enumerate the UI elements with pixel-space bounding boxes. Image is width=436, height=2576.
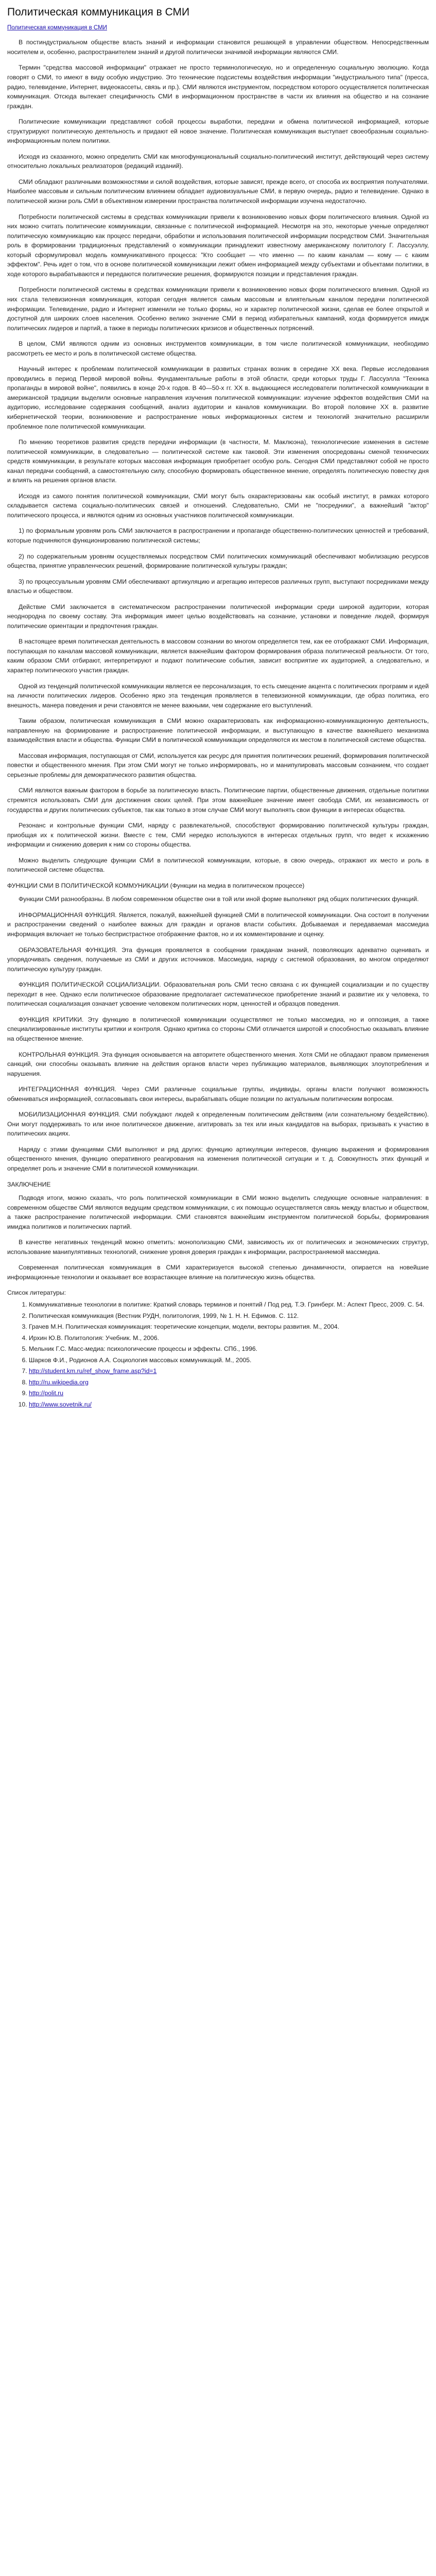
page-title: Политическая коммуникация в СМИ	[7, 6, 190, 18]
article-paragraph: ФУНКЦИЯ КРИТИКИ. Эту функцию в политической коммуникации осуществляют не только массмедиа, но и оппозиция, а также специализированные институты критики и контроля. Однако критика со стороны СМИ отличается широтой и способностью оказывать влияние на общественное мнение.	[7, 1015, 429, 1042]
reference-item: 6. Шарков Ф.И., Родионов А.А. Социология массовых коммуникаций. М., 2005.	[29, 1355, 429, 1365]
article-paragraph: Можно выделить следующие функции СМИ в политической коммуникации, которые, в свою очередь, отражают их место и роль в политической системе общества.	[7, 856, 429, 874]
article-paragraph: В качестве негативных тенденций можно отметить: монополизацию СМИ, зависимость их от политических и экономических структур, использование манипулятивных технологий, снижение уровня доверия граждан к информации, распространяемой массмедиа.	[7, 1239, 429, 1256]
reference-item	[29, 1388, 429, 1398]
article-paragraph: 3) по процессуальным уровням СМИ обеспечивают артикуляцию и агрегацию интересов различных групп, выступают посредниками между властью и обществом.	[7, 578, 429, 595]
reference-item: 3. Грачев М.Н. Политическая коммуникация: теоретические концепции, модели, векторы развития. М., 2004.	[29, 1322, 429, 1332]
article-paragraph: 1) по формальным уровням роль СМИ заключается в распространении и пропаганде общественно-политических ценностей и требований, которые подчиняются функционированию политической системы;	[7, 527, 429, 544]
article-paragraph: МОБИЛИЗАЦИОННАЯ ФУНКЦИЯ. СМИ побуждают людей к определенным политическим действиям (или сознательному бездействию). Они могут поддерживать то или иное политическое движение, агитировать за тех или иных кандидатов на выборах, призывать к участию в политических акциях.	[7, 1111, 429, 1138]
reference-item: 5. Мельник Г.С. Масс-медиа: психологические процессы и эффекты. СПб., 1996.	[29, 1344, 429, 1354]
article-paragraph: Потребности политической системы в средствах коммуникации привели к возникновению новых форм политического влияния. Одной из них стала телевизионная коммуникация, которая сегодня является самым массовым и влиятельным каналом передачи политической информации. Телевидение, радио и Интернет изменили не только формы, но и характер политической жизни, сделав ее более открытой и доступной для широких слоев населения. Особенно велико значение СМИ в период избирательных кампаний, когда формируется имидж политических лидеров и партий, а также в периоды политических кризисов и общественных потрясений.	[7, 286, 429, 332]
article-paragraph: Исходя из сказанного, можно определить СМИ как многофункциональный социально-политический институт, действующий через систему относительно локальных реализаторов (редакций изданий).	[7, 152, 429, 170]
section-heading: ФУНКЦИИ СМИ В ПОЛИТИЧЕСКОЙ КОММУНИКАЦИИ (Функции на медиа в политическом процессе)	[7, 882, 305, 889]
references-title: Список литературы:	[7, 1289, 66, 1297]
reference-item	[29, 1366, 429, 1376]
article-paragraph: Одной из тенденций политической коммуникации является ее персонализация, то есть смещение акцента с политических программ и идей на личности политических лидеров. Особенно ярко эта тенденция проявляется в телевизионной коммуникации, где образ политика, его внешность, манера поведения и речи становятся не менее важными, чем содержание его выступлений.	[7, 682, 429, 709]
reference-link[interactable]: http://student.km.ru/ref_show_frame.asp?id=1	[29, 1367, 157, 1375]
article-paragraph: Подводя итоги, можно сказать, что роль политической коммуникации в СМИ можно выделить следующие основные направления: в современном обществе СМИ являются ведущим средством коммуникации, с их помощью осуществляется связь между властью и обществом, а также распространение политической информации. СМИ становятся важнейшим инструментом политической борьбы, формирования имиджа политиков и политических партий.	[7, 1194, 429, 1230]
reference-item: 4. Ирхин Ю.В. Политология: Учебник. М., 2006.	[29, 1333, 429, 1343]
article-paragraph: Резонанс и контрольные функции СМИ, наряду с развлекательной, способствуют формированию политической культуры граждан, приобщая их к политической жизни. Вместе с тем, СМИ нередко используются в интересах отдельных групп, что ведет к искажению информации и снижению доверия к ним со стороны общества.	[7, 822, 429, 849]
article-paragraph: По мнению теоретиков развития средств передачи информации (в частности, М. Маклюэна), технологические изменения в системе политической коммуникации, в следовательно — политической системе как таковой. Эти изменения опосредованы сменой технических средств коммуникации, в результате которых массовая информация приобретает особую роль. Сегодня СМИ представляют собой не просто канал передачи сообщений, а самостоятельную силу, способную формировать общественное мнение, определять политическую повестку дня и влиять на решения органов власти.	[7, 438, 429, 484]
article-body	[7, 38, 429, 1282]
reference-link[interactable]: http://www.sovetnik.ru/	[29, 1400, 92, 1408]
references-list	[7, 1300, 429, 1409]
breadcrumb-link[interactable]: Политическая коммуникация в СМИ	[7, 24, 107, 31]
article-paragraph: Потребности политической системы в средствах коммуникации привели к возникновению новых форм политического влияния. Одной из них можно считать политические коммуникации, связанные с политической информацией. Несмотря на это, некоторые ученые определяют политическую коммуникацию как процесс передачи, обработки и использования политической информации посредством СМИ. Значительная роль в формировании традиционных представлений о коммуникации принадлежит известному американскому политологу Г. Лассуэллу, который сформулировал модель коммуникативного процесса: "Кто сообщает — что именно — по каким каналам — кому — с каким эффектом". Речь идет о том, что в основе политической коммуникации лежит обмен информацией между субъектами и объектами политики, в ходе которого вырабатываются и передаются политические решения, формируются позиции и представления граждан.	[7, 213, 429, 278]
article-paragraph: В постиндустриальном обществе власть знаний и информации становится решающей в управлении обществом. Непосредственным носителем и, особенно, распространителем знаний и другой политически значимой информации являются СМИ.	[7, 39, 429, 56]
article-paragraph: Наряду с этими функциями СМИ выполняют и ряд других: функцию артикуляции интересов, функцию выражения и формирования общественного мнения, функцию оперативного реагирования на изменения политической ситуации и т. д. Совокупность этих функций и определяет роль и значение СМИ в политической коммуникации.	[7, 1145, 429, 1172]
article-paragraph: Функции СМИ разнообразны. В любом современном обществе они в той или иной форме выполняют ряд общих политических функций.	[19, 895, 419, 903]
reference-item: 2. Политическая коммуникация (Вестник РУДН, политология, 1999, № 1. Н. Н. Ефимов. С. 112.	[29, 1311, 429, 1321]
reference-item	[29, 1400, 429, 1410]
article-paragraph: ИНФОРМАЦИОННАЯ ФУНКЦИЯ. Является, пожалуй, важнейшей функцией СМИ в политической коммуникации. Она состоит в получении и распространении сведений о наиболее важных для граждан и органов власти событиях. Добываемая и передаваемая массмедиа информация включает не только беспристрастное отображение фактов, но и их комментирование и оценку.	[7, 911, 429, 938]
reference-link[interactable]: http://polit.ru	[29, 1389, 64, 1397]
article-paragraph: СМИ являются важным фактором в борьбе за политическую власть. Политические партии, общественные движения, отдельные политики стремятся использовать СМИ для достижения своих целей. При этом важнейшее значение имеет свобода СМИ, их независимость от государства и других политических субъектов, так как только в этом случае СМИ могут выполнять свои функции в интересах общества.	[7, 787, 429, 814]
article-paragraph: ИНТЕГРАЦИОННАЯ ФУНКЦИЯ. Через СМИ различные социальные группы, индивиды, органы власти получают возможность обмениваться информацией, согласовывать свои интересы, вырабатывать общие позиции по актуальным политическим вопросам.	[7, 1086, 429, 1103]
article-paragraph: В настоящее время политическая деятельность в массовом сознании во многом определяется тем, как ее отображают СМИ. Информация, поступающая по каналам массовой коммуникации, является важнейшим фактором формирования образа политической реальности. От того, каким образом СМИ отбирают, интерпретируют и подают политические события, зависит восприятие их аудиторией, а следовательно, и характер политического участия граждан.	[7, 638, 429, 674]
article-paragraph: В целом, СМИ являются одним из основных инструментов коммуникации, в том числе политической коммуникации, необходимо рассмотреть ее место и роль в политической системе общества.	[7, 340, 429, 357]
article-paragraph: Термин "средства массовой информации" отражает не просто терминологическую, но и определенную социальную эволюцию. Когда говорят о СМИ, то имеют в виду особую индустрию. Это технические подсистемы воздействия информации "индустриального типа" (пресса, радио, телевидение, Интернет, видеокассеты, связь и пр.). СМИ являются инструментом, посредством которого осуществляется политическая коммуникация. Отсюда вытекает специфичность СМИ в информационном пространстве в части их влияния на общество и на сознание граждан.	[7, 64, 429, 110]
article-paragraph: 2) по содержательным уровням осуществляемых посредством СМИ политических коммуникаций обеспечивают мобилизацию ресурсов общества, принятие управленческих решений, формирование политической культуры граждан;	[7, 552, 429, 570]
article-paragraph: ОБРАЗОВАТЕЛЬНАЯ ФУНКЦИЯ. Эта функция проявляется в сообщении гражданам знаний, позволяющих адекватно оценивать и упорядочивать сведения, получаемые из СМИ и других источников. Массмедиа, наряду с системой образования, во многом определяют политическую культуру граждан.	[7, 946, 429, 973]
reference-item	[29, 1378, 429, 1387]
article-paragraph: Исходя из самого понятия политической коммуникации, СМИ могут быть охарактеризованы как особый институт, в рамках которого складывается система социально-политических связей и отношений. Следовательно, СМИ не "посредники", а важнейший "актор" политического процесса, и являются одним из основных участников политической коммуникации.	[7, 492, 429, 519]
article-paragraph: Научный интерес к проблемам политической коммуникации в развитых странах возник в середине XX века. Первые исследования проводились в период Первой мировой войны. Фундаментальные работы в этой области, среди которых труды Г. Лассуэлла "Техника пропаганды в мировой войне", появились в конце 20-х годов. В 40—50-х гг. XX в. выдающиеся исследователи политической коммуникации в американской традиции выделили основные направления изучения политической коммуникации: изучение эффектов воздействия СМИ на аудиторию, исследование содержания сообщений, анализ аудитории и каналов коммуникации. Во второй половине XX в. развитие кибернетической теории, возникновение и распространение новых информационных систем и технологий значительно расширили проблемное поле политической коммуникации.	[7, 365, 429, 430]
article-paragraph: Действие СМИ заключается в систематическом распространении политической информации среди широкой аудитории, которая неоднородна по своему составу. Эта информация имеет целью воздействовать на сознание, установки и поведение людей, формируя политические ориентации и предпочтения граждан.	[7, 603, 429, 630]
reference-item: 1. Коммуникативные технологии в политике: Краткий словарь терминов и понятий / Под ред. Т.Э. Гринберг. М.: Аспект Пресс, 2009. С. 54.	[29, 1300, 429, 1310]
article-paragraph: СМИ обладают различными возможностями и силой воздействия, которые зависят, прежде всего, от способа их восприятия получателями. Наиболее массовым и сильным политическим влиянием обладает аудиовизуальные СМИ, в первую очередь, радио и телевидение. Однако в политической жизни роль СМИ в объективном измерении пространства политической информации изучена недостаточно.	[7, 178, 429, 205]
article-paragraph: Массовая информация, поступающая от СМИ, используется как ресурс для принятия политических решений, формирования политической повестки и общественного мнения. При этом СМИ могут не только информировать, но и манипулировать массовым сознанием, что создает серьезные проблемы для демократического развития общества.	[7, 752, 429, 778]
article-paragraph: Политические коммуникации представляют собой процессы выработки, передачи и обмена политической информацией, которые структурируют политическую деятельность и придают ей новое значение. Политическая коммуникация выступает своеобразным социально-информационным полем политики.	[7, 118, 429, 145]
article-paragraph: КОНТРОЛЬНАЯ ФУНКЦИЯ. Эта функция основывается на авторитете общественного мнения. Хотя СМИ не обладают правом применения санкций, они способны оказывать влияние на действия органов власти через публикацию материалов, выявляющих злоупотребления и нарушения.	[7, 1050, 429, 1077]
article-paragraph: ФУНКЦИЯ ПОЛИТИЧЕСКОЙ СОЦИАЛИЗАЦИИ. Образовательная роль СМИ тесно связана с их функцией социализации и по существу переходит в нее. Однако если политическое образование предполагает систематическое приобретение знаний и развитие их у человека, то политическая социализация означает усвоение человеком политических норм, ценностей и образцов поведения.	[7, 981, 429, 1008]
article-paragraph: Таким образом, политическая коммуникация в СМИ можно охарактеризовать как информационно-коммуникационную деятельность, направленную на формирование и распространение политической информации, и выступающую в качестве важнейшего механизма взаимодействия власти и общества. Функции СМИ в политической коммуникации определяются их местом в политической системе общества.	[7, 717, 429, 744]
section-heading: ЗАКЛЮЧЕНИЕ	[7, 1180, 51, 1188]
article-paragraph: Современная политическая коммуникация в СМИ характеризуется высокой степенью динамичности, опирается на новейшие информационные технологии и оказывает все возрастающее влияние на политическую жизнь общества.	[7, 1264, 429, 1281]
reference-link[interactable]: http://ru.wikipedia.org	[29, 1378, 89, 1386]
